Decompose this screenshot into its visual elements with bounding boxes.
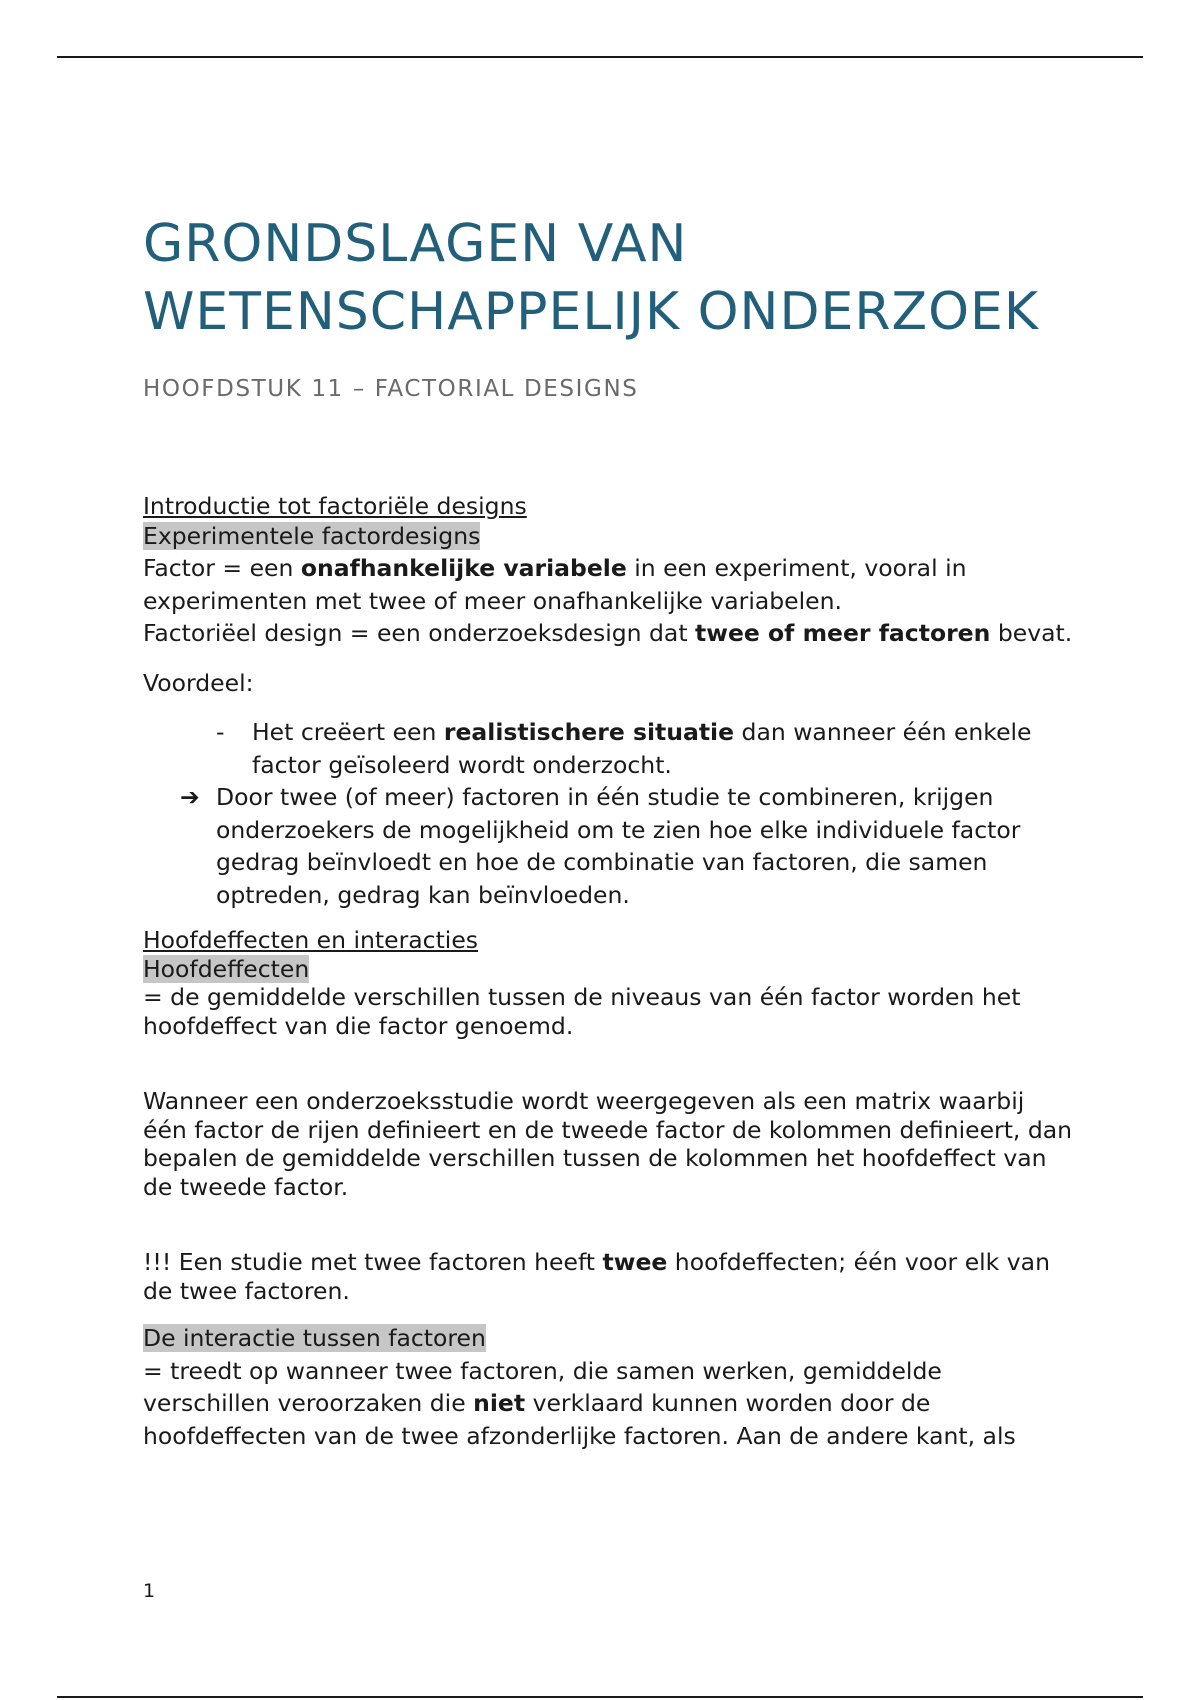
page-number: 1 — [143, 1580, 156, 1602]
title-line-1: GRONDSLAGEN VAN — [143, 214, 688, 274]
section-heading-main-effects: Hoofdeffecten en interacties — [143, 926, 479, 954]
document-title — [143, 210, 1073, 346]
section-main-effects — [143, 926, 1073, 1452]
title-line-2: WETENSCHAPPELIJK ONDERZOEK — [143, 282, 1039, 342]
section-heading-intro: Introductie tot factoriële designs — [143, 492, 527, 520]
bold-term: realistischere situatie — [443, 718, 735, 746]
subheading-interaction: De interactie tussen factoren — [143, 1324, 486, 1352]
footer-rule — [57, 1696, 1143, 1698]
paragraph-note: !!! Een studie met twee factoren heeft twee hoofdeffecten; één voor elk van de twee factoren. — [143, 1248, 1050, 1305]
dash-bullet: - — [216, 718, 225, 746]
document-subtitle: HOOFDSTUK 11 – FACTORIAL DESIGNS — [143, 376, 639, 402]
paragraph-factorial-design-definition: Factoriëel design = een onderzoeksdesign dat twee of meer factoren bevat. — [143, 619, 1073, 647]
arrow-right-icon: ➔ — [180, 783, 200, 811]
bold-term: twee of meer factoren — [695, 619, 991, 647]
voordeel-label: Voordeel: — [143, 668, 254, 697]
bold-term: onafhankelijke variabele — [300, 554, 627, 582]
list-item-arrow: ➔ Door twee (of meer) factoren in één studie te combineren, krijgen onderzoekers de mogelijkheid om te zien hoe elke individuele factor gedrag beïnvloedt en hoe de combinatie van factoren, die samen optreden, gedrag kan beïnvloeden. — [180, 783, 1021, 909]
paragraph-matrix: Wanneer een onderzoeksstudie wordt weergegeven als een matrix waarbij één factor de rijen definieert en de tweede factor de kolommen definieert, dan bepalen de gemiddelde verschillen tussen de kolommen het hoofdeffect van de tweede factor. — [143, 1087, 1073, 1201]
paragraph-factor-definition: Factor = een onafhankelijke variabele in een experiment, vooral in experimenten met twee of meer onafhankelijke variabelen. — [143, 554, 967, 615]
bold-term: twee — [602, 1248, 668, 1276]
document-body — [143, 210, 1073, 1452]
subheading-main-effects: Hoofdeffecten — [143, 954, 310, 983]
header-rule — [57, 56, 1143, 58]
list-item: - Het creëert een realistischere situatie dan wanneer één enkele factor geïsoleerd wordt onderzocht. — [216, 718, 1032, 779]
paragraph-main-effect-definition: = de gemiddelde verschillen tussen de niveaus van één factor worden het hoofdeffect van die factor genoemd. — [143, 983, 1021, 1040]
bold-term: niet — [473, 1389, 526, 1417]
section-intro — [143, 490, 1073, 911]
subheading-experimental-designs: Experimentele factordesigns — [143, 521, 481, 550]
paragraph-interaction-definition: = treedt op wanneer twee factoren, die samen werken, gemiddelde verschillen veroorzaken die niet verklaard kunnen worden door de hoofdeffecten van de twee afzonderlijke factoren. Aan de andere kant, als — [143, 1356, 1016, 1450]
